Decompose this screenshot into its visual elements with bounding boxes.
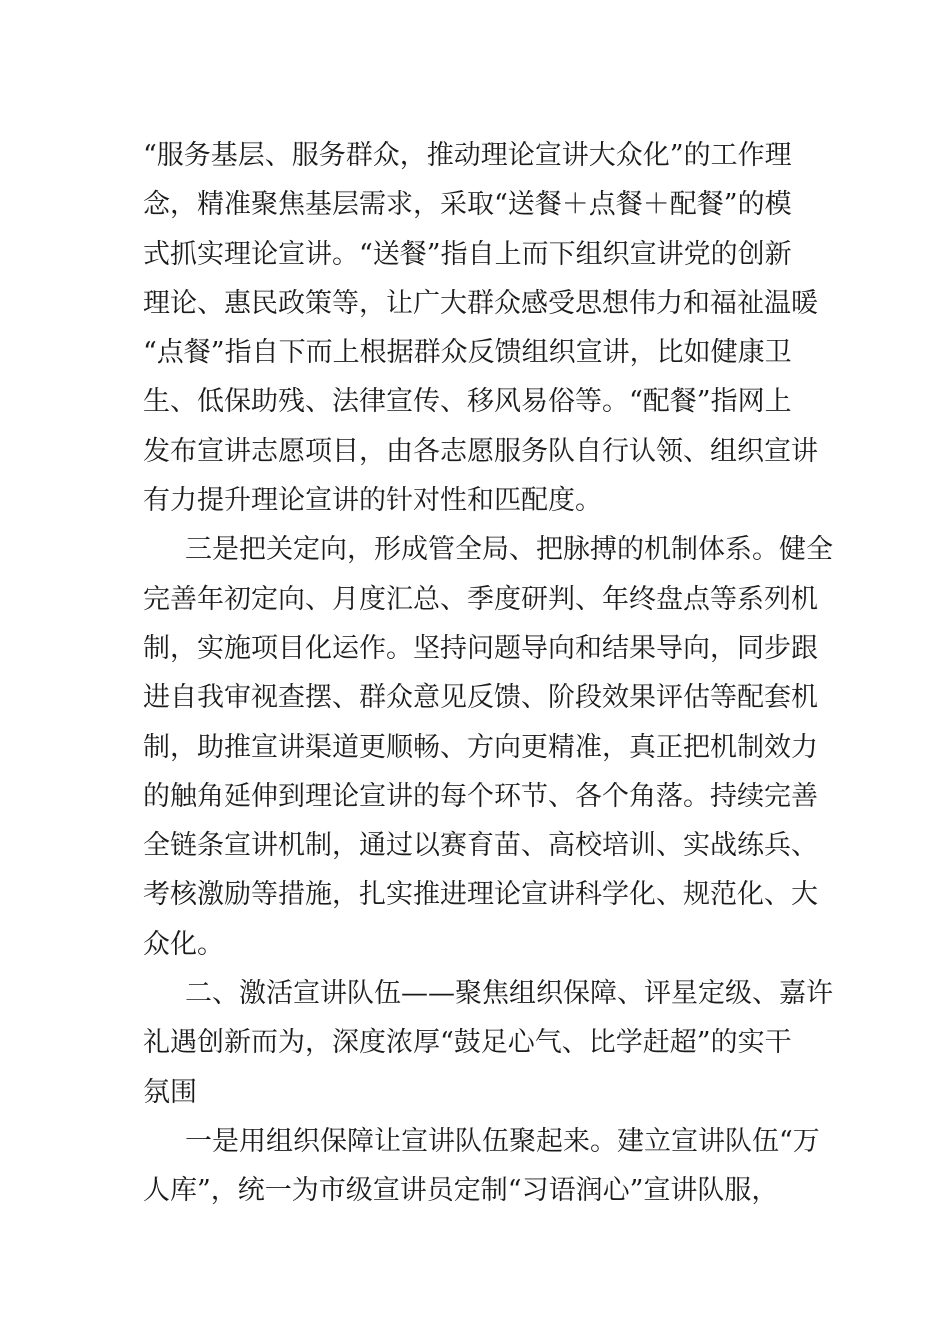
- text-line: 有力提升理论宣讲的针对性和匹配度。: [143, 485, 602, 517]
- text-line: 氛围: [143, 1076, 197, 1108]
- text-line: 完善年初定向、月度汇总、季度研判、年终盘点等系列机: [143, 583, 818, 615]
- text-line: 式抓实理论宣讲。“送餐”指自上而下组织宣讲党的创新: [143, 238, 792, 270]
- text-line: 念，精准聚焦基层需求，采取“送餐＋点餐＋配餐”的模: [143, 189, 792, 221]
- text-line: 生、低保助残、法律宣传、移风易俗等。“配餐”指网上: [143, 386, 792, 418]
- paragraph-first-line: 三是把关定向，形成管全局、把脉搏的机制体系。健全: [185, 534, 833, 566]
- text-line: “服务基层、服务群众，推动理论宣讲大众化”的工作理: [143, 140, 792, 171]
- text-line: 考核激励等措施，扎实推进理论宣讲科学化、规范化、大: [143, 879, 818, 911]
- text-line: 礼遇创新而为，深度浓厚“鼓足心气、比学赶超”的实干: [143, 1027, 792, 1059]
- text-line: 众化。: [143, 928, 224, 960]
- text-line: 发布宣讲志愿项目，由各志愿服务队自行认领、组织宣讲: [143, 435, 818, 467]
- paragraph-first-line: 二、激活宣讲队伍——聚焦组织保障、评星定级、嘉许: [185, 978, 833, 1010]
- text-line: 的触角延伸到理论宣讲的每个环节、各个角落。持续完善: [143, 780, 818, 812]
- text-line: 全链条宣讲机制，通过以赛育苗、高校培训、实战练兵、: [143, 830, 818, 862]
- text-line: 进自我审视查摆、群众意见反馈、阶段效果评估等配套机: [143, 682, 818, 714]
- text-line: 制，助推宣讲渠道更顺畅、方向更精准，真正把机制效力: [143, 731, 818, 763]
- paragraph-first-line: 一是用组织保障让宣讲队伍聚起来。建立宣讲队伍“万: [185, 1125, 820, 1157]
- body-text: [143, 131, 833, 1216]
- text-line: “点餐”指自下而上根据群众反馈组织宣讲，比如健康卫: [143, 337, 792, 369]
- text-line: 制，实施项目化运作。坚持问题导向和结果导向，同步跟: [143, 632, 818, 664]
- text-line: 理论、惠民政策等，让广大群众感受思想伟力和福祉温暖: [143, 287, 818, 319]
- text-line: 人库”，统一为市级宣讲员定制“习语润心”宣讲队服，: [143, 1175, 779, 1207]
